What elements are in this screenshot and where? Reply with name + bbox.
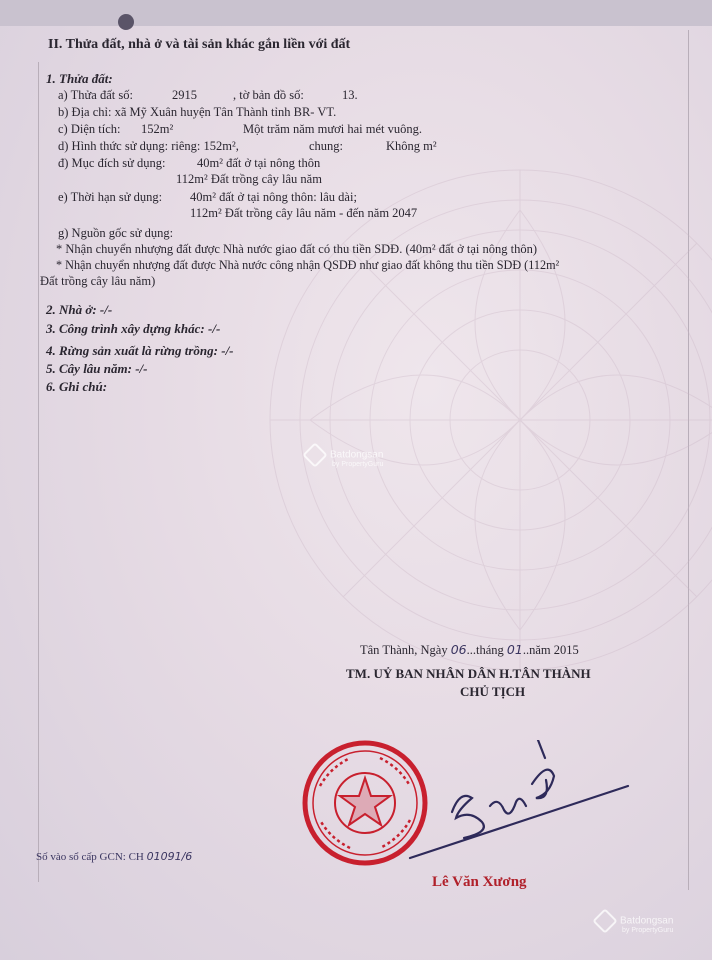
map-sheet-label: , tờ bản đồ số: bbox=[233, 88, 304, 102]
date-day: 06 bbox=[450, 642, 467, 657]
left-border-line bbox=[38, 62, 39, 882]
signer-title: CHỦ TỊCH bbox=[460, 684, 526, 699]
place-date bbox=[360, 642, 579, 658]
usage-shared-label: chung: bbox=[309, 139, 344, 153]
parcel-number-value: 2915 bbox=[172, 88, 197, 102]
watermark-sub: by PropertyGuru bbox=[332, 461, 384, 468]
land-header: 1. Thửa đất: bbox=[46, 71, 113, 86]
perennial-tree-item: 5. Cây lâu năm: -/- bbox=[46, 361, 148, 376]
registry-number bbox=[36, 850, 192, 863]
house-item: 2. Nhà ở: -/- bbox=[46, 302, 113, 317]
purpose-value-2: 112m² Đất trồng cây lâu năm bbox=[176, 172, 322, 186]
place-prefix: Tân Thành, Ngày bbox=[360, 643, 448, 657]
purpose-label: đ) Mục đích sử dụng: bbox=[58, 156, 166, 170]
origin-value-3: Đất trồng cây lâu năm) bbox=[40, 274, 156, 288]
usage-form-label: d) Hình thức sử dụng: riêng: 152m², bbox=[58, 139, 239, 153]
watermark-corner-brand: Batdongsan bbox=[620, 915, 674, 927]
watermark-corner-sub: by PropertyGuru bbox=[622, 927, 674, 934]
address-line: b) Địa chỉ: xã Mỹ Xuân huyện Tân Thành tỉnh BR- VT. bbox=[58, 105, 337, 119]
issuing-organization: TM. UỶ BAN NHÂN DÂN H.TÂN THÀNH bbox=[346, 666, 591, 681]
planted-forest-item: 4. Rừng sản xuất là rừng trồng: -/- bbox=[46, 343, 234, 358]
date-month: 01 bbox=[506, 642, 523, 657]
area-value: 152m² bbox=[141, 122, 174, 136]
origin-value-1: * Nhận chuyển nhượng đất được Nhà nước giao đất có thu tiền SDĐ. (40m² đất ở tại nông thôn) bbox=[56, 242, 537, 256]
watermark-corner bbox=[596, 912, 673, 934]
watermark-brand: Batdongsan bbox=[330, 449, 384, 461]
section-heading: II. Thửa đất, nhà ở và tài sản khác gắn liền với đất bbox=[48, 37, 351, 52]
term-value-1: 40m² đất ở tại nông thôn: lâu dài; bbox=[190, 190, 357, 204]
guilloche-pattern bbox=[250, 150, 712, 690]
area-label: c) Diện tích: bbox=[58, 122, 121, 136]
watermark-center bbox=[306, 446, 383, 468]
purpose-value-1: 40m² đất ở tại nông thôn bbox=[197, 156, 321, 170]
signer-name: Lê Văn Xương bbox=[432, 874, 527, 890]
map-sheet-value: 13. bbox=[342, 88, 358, 102]
other-construction-item: 3. Công trình xây dựng khác: -/- bbox=[46, 321, 221, 336]
origin-value-2: * Nhận chuyển nhượng đất được Nhà nước công nhận QSDĐ như giao đất không thu tiền SDĐ (112m² bbox=[56, 258, 560, 272]
year-label: ..năm 2015 bbox=[522, 643, 579, 657]
handwritten-signature bbox=[400, 740, 640, 890]
month-label: ...tháng bbox=[466, 643, 504, 657]
term-label: e) Thời hạn sử dụng: bbox=[58, 190, 163, 204]
area-words: Một trăm năm mươi hai mét vuông. bbox=[243, 122, 422, 136]
term-value-2: 112m² Đất trồng cây lâu năm - đến năm 2047 bbox=[190, 206, 418, 220]
registry-label: Số vào sổ cấp GCN: CH bbox=[36, 851, 144, 863]
usage-shared-value: Không m² bbox=[386, 139, 437, 153]
batdongsan-logo-icon bbox=[302, 442, 327, 467]
batdongsan-corner-logo-icon bbox=[592, 908, 617, 933]
notes-item: 6. Ghi chú: bbox=[46, 379, 108, 394]
binding-hole bbox=[118, 14, 134, 30]
parcel-number-label: a) Thửa đất số: bbox=[58, 88, 133, 102]
registry-value: 01091/6 bbox=[146, 850, 193, 863]
page-top-edge bbox=[0, 0, 712, 26]
origin-label: g) Nguồn gốc sử dụng: bbox=[58, 226, 174, 240]
